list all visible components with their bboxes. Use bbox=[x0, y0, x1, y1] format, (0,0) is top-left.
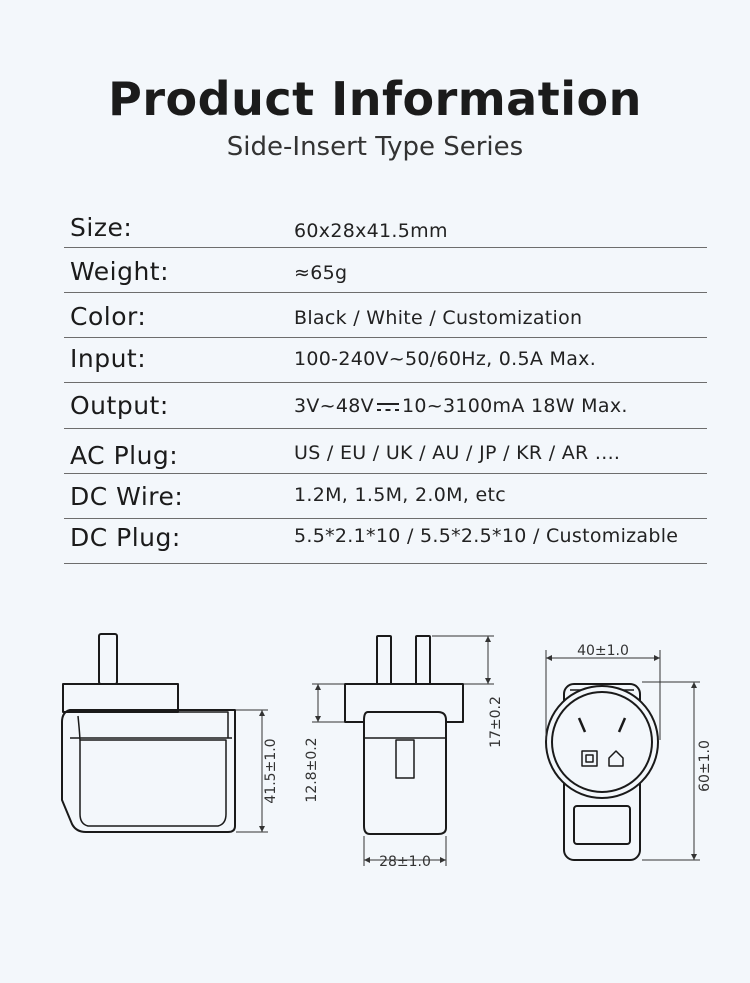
back-view-drawing bbox=[546, 684, 658, 860]
spec-value: 5.5*2.1*10 / 5.5*2.5*10 / Customizable bbox=[294, 525, 679, 547]
dim-label-side-height: 41.5±1.0 bbox=[263, 738, 279, 804]
spec-value: 60x28x41.5mm bbox=[294, 220, 448, 242]
dim-label-back-width: 40±1.0 bbox=[577, 643, 629, 659]
spec-value: ≈65g bbox=[294, 262, 348, 284]
spec-value-output bbox=[294, 395, 628, 417]
spec-label: Output: bbox=[70, 391, 169, 420]
spec-label: Input: bbox=[70, 344, 147, 373]
spec-label: Size: bbox=[70, 213, 133, 242]
spec-value: 1.2M, 1.5M, 2.0M, etc bbox=[294, 484, 506, 506]
side-view-drawing bbox=[62, 634, 235, 832]
spec-label: DC Plug: bbox=[70, 523, 181, 552]
spec-row-dc-plug bbox=[64, 519, 707, 564]
spec-label: Color: bbox=[70, 302, 147, 331]
page-title: Product Information bbox=[108, 72, 642, 126]
spec-label: Weight: bbox=[70, 257, 170, 286]
spec-row-color bbox=[64, 293, 707, 338]
spec-row-size bbox=[64, 204, 707, 248]
spec-row-output bbox=[64, 383, 707, 429]
dimension-drawings bbox=[0, 600, 750, 900]
dim-label-front-width: 28±1.0 bbox=[379, 854, 431, 870]
dim-label-front-height: 12.8±0.2 bbox=[304, 737, 320, 803]
spec-row-dc-wire bbox=[64, 474, 707, 519]
dc-symbol-icon bbox=[376, 402, 400, 412]
dim-label-front-pin: 17±0.2 bbox=[488, 696, 504, 748]
spec-value: Black / White / Customization bbox=[294, 307, 583, 329]
output-current: 10~3100mA 18W Max. bbox=[401, 395, 628, 417]
spec-value: 100-240V~50/60Hz, 0.5A Max. bbox=[294, 348, 597, 370]
page-subtitle: Side-Insert Type Series bbox=[226, 132, 524, 162]
spec-row-input bbox=[64, 338, 707, 383]
spec-label: AC Plug: bbox=[70, 441, 179, 470]
spec-row-weight bbox=[64, 248, 707, 293]
spec-row-ac-plug bbox=[64, 429, 707, 474]
spec-label: DC Wire: bbox=[70, 482, 184, 511]
output-voltage: 3V~48V bbox=[294, 395, 374, 417]
front-view-drawing bbox=[345, 636, 463, 834]
dim-label-back-height: 60±1.0 bbox=[697, 740, 713, 792]
spec-table bbox=[64, 204, 707, 564]
spec-value: US / EU / UK / AU / JP / KR / AR .... bbox=[294, 442, 621, 464]
